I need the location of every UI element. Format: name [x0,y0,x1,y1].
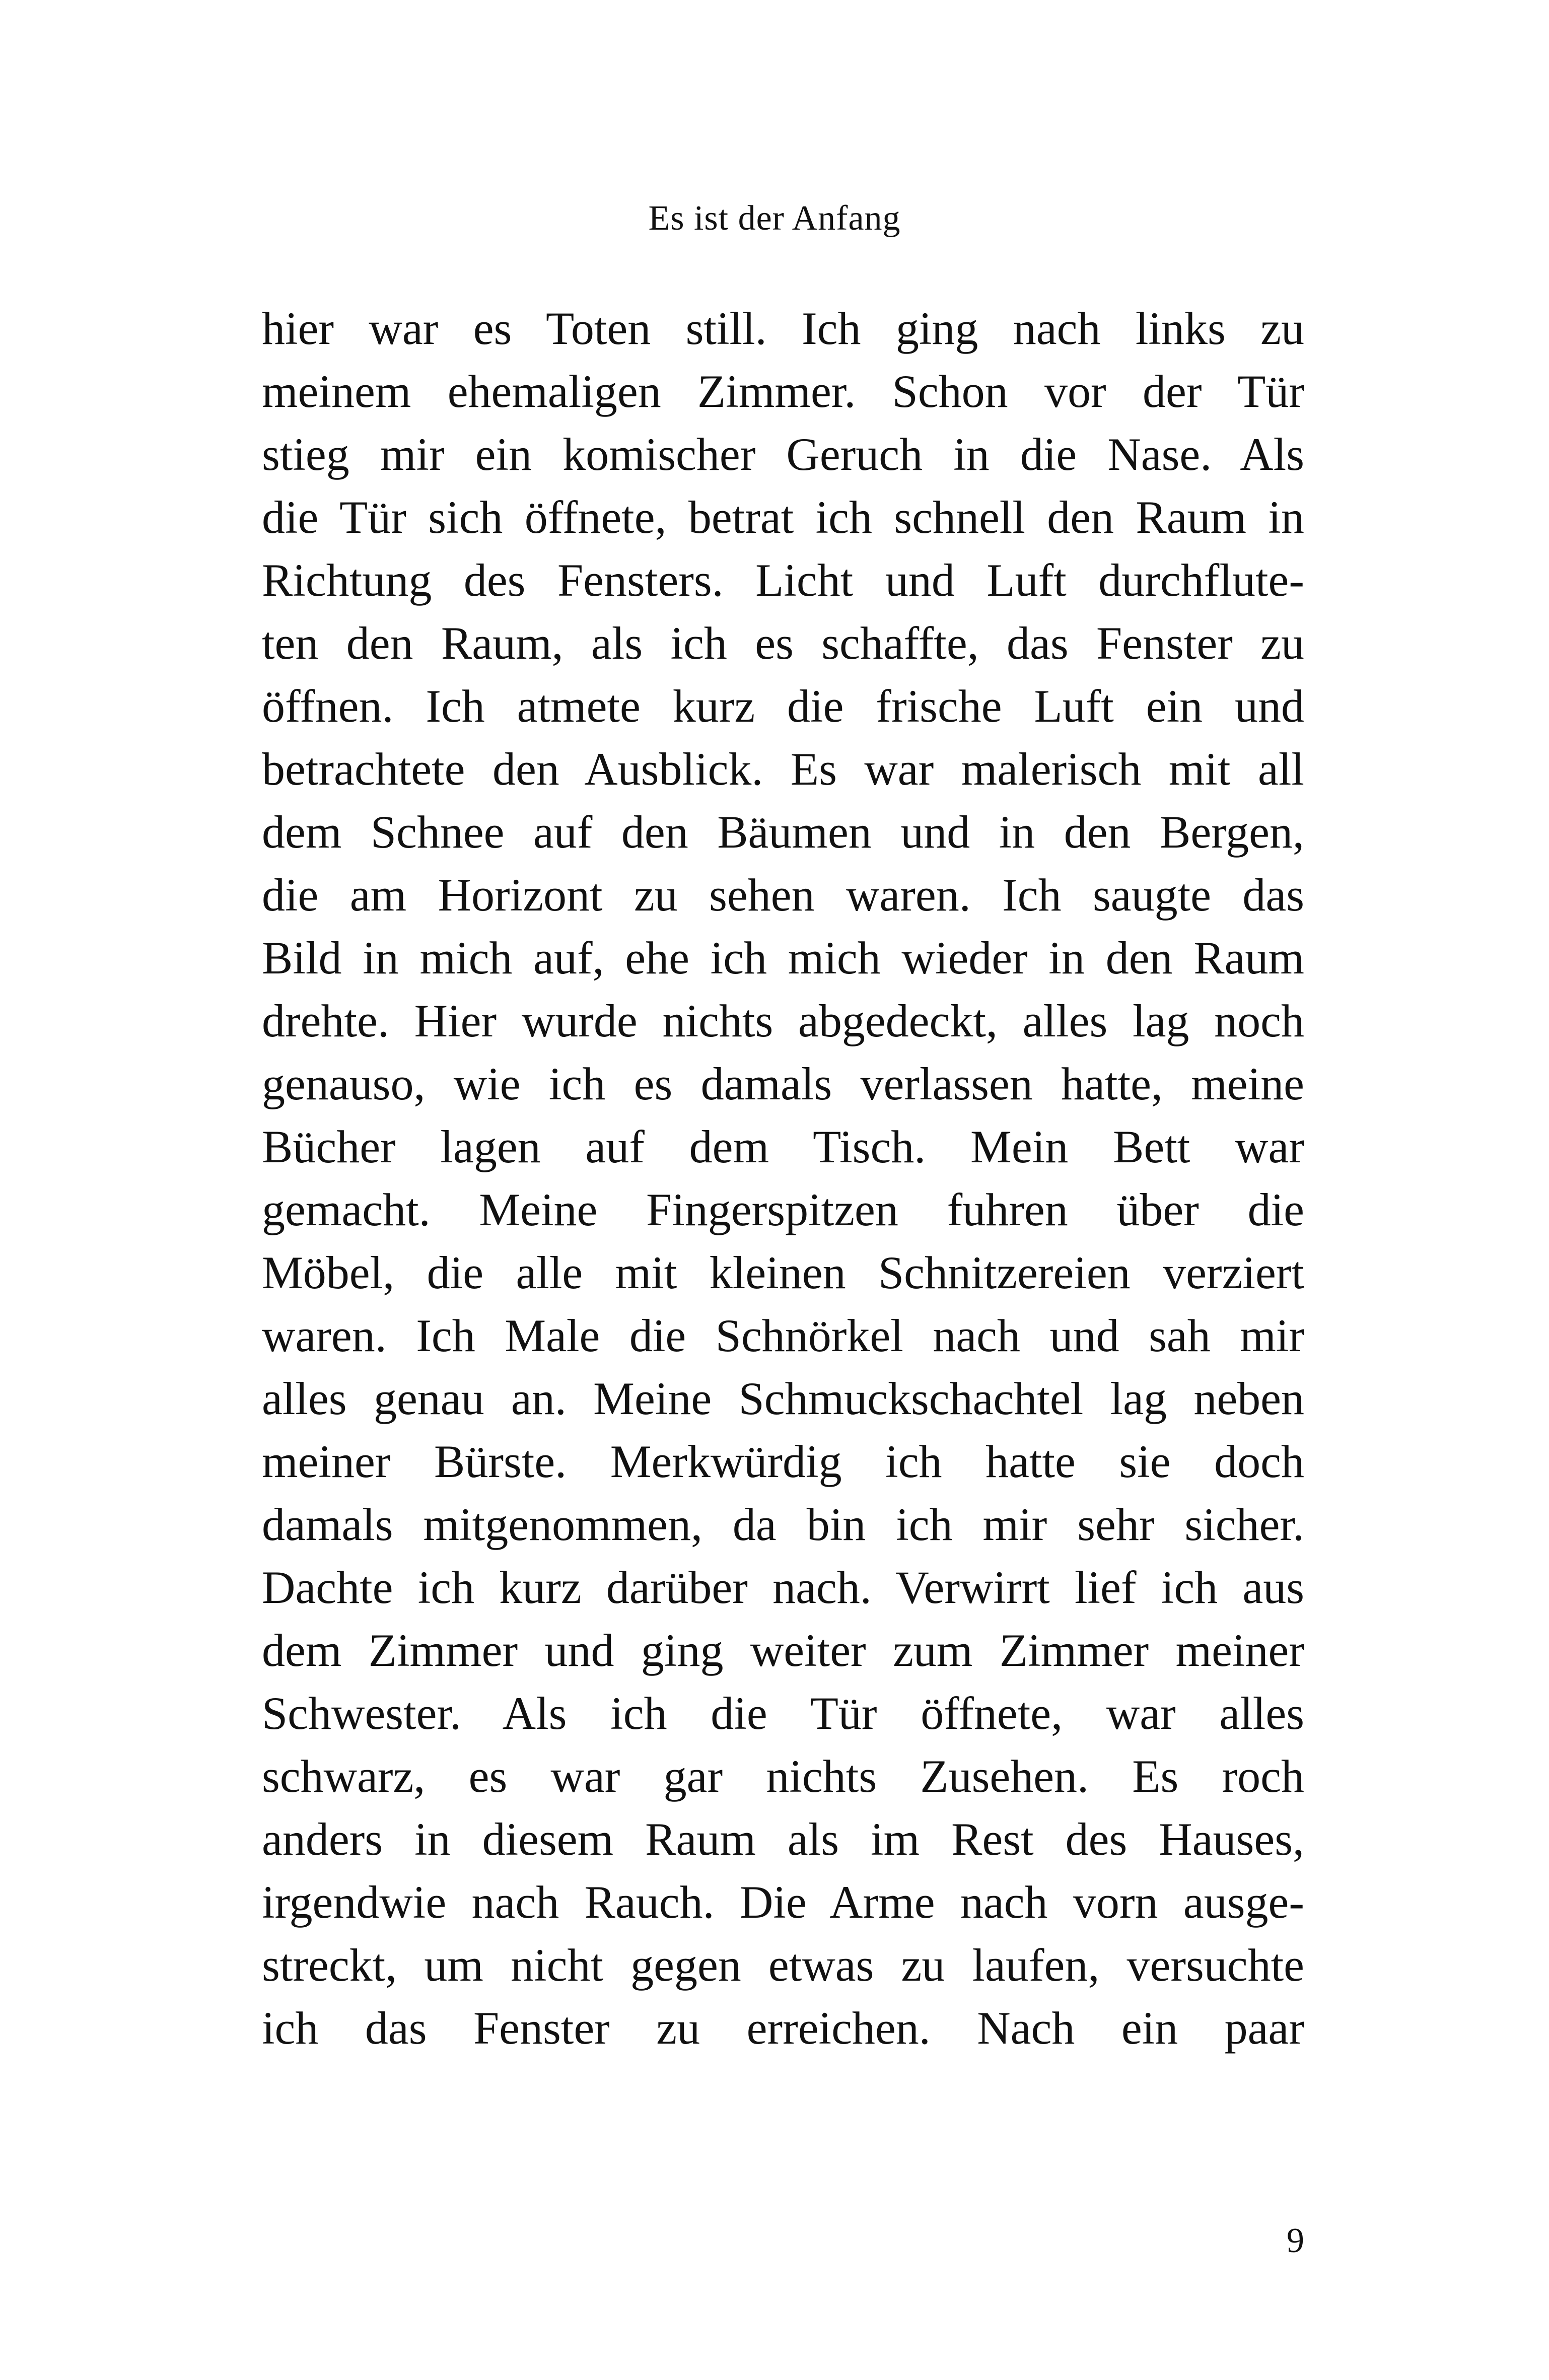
text-line: waren. Ich Male die Schnörkel nach und sah mir [262,1310,1304,1361]
text-line: schwarz, es war gar nichts Zusehen. Es roch [262,1751,1304,1802]
text-line: genauso, wie ich es damals verlassen hatte, meine [262,1058,1304,1109]
text-line: dem Zimmer und ging weiter zum Zimmer meiner [262,1625,1304,1676]
text-line: irgendwie nach Rauch. Die Arme nach vorn ausge- [262,1876,1304,1928]
text-line: die am Horizont zu sehen waren. Ich saugte das [262,869,1304,921]
text-line: meinem ehemaligen Zimmer. Schon vor der Tür [262,366,1304,417]
body-text [262,297,1304,2060]
text-line: ten den Raum, als ich es schaffte, das Fenster zu [262,617,1304,669]
text-line: Richtung des Fensters. Licht und Luft durchflute- [262,554,1304,606]
text-line: anders in diesem Raum als im Rest des Hauses, [262,1813,1304,1865]
text-line: streckt, um nicht gegen etwas zu laufen, versuchte [262,1939,1304,1991]
text-line: hier war es Toten still. Ich ging nach links zu [262,303,1304,354]
text-line: Bild in mich auf, ehe ich mich wieder in den Raum [262,932,1304,984]
text-line: Bücher lagen auf dem Tisch. Mein Bett war [262,1121,1304,1172]
text-line: die Tür sich öffnete, betrat ich schnell den Raum in [262,492,1304,543]
text-line: stieg mir ein komischer Geruch in die Nase. Als [262,429,1304,480]
text-line: drehte. Hier wurde nichts abgedeckt, alles lag noch [262,995,1304,1046]
text-line: damals mitgenommen, da bin ich mir sehr sicher. [262,1499,1304,1550]
text-line: betrachtete den Ausblick. Es war malerisch mit all [262,743,1304,795]
text-line: Dachte ich kurz darüber nach. Verwirrt lief ich aus [262,1562,1304,1613]
text-line: alles genau an. Meine Schmuckschachtel lag neben [262,1373,1304,1424]
text-line: ich das Fenster zu erreichen. Nach ein paar [262,2002,1304,2054]
running-header: Es ist der Anfang [648,199,901,238]
text-line: Möbel, die alle mit kleinen Schnitzereien verziert [262,1247,1304,1298]
page-number: 9 [1287,2221,1304,2260]
text-line: öffnen. Ich atmete kurz die frische Luft ein und [262,680,1304,732]
text-line: meiner Bürste. Merkwürdig ich hatte sie doch [262,1436,1304,1487]
text-line: dem Schnee auf den Bäumen und in den Bergen, [262,806,1304,858]
text-line: gemacht. Meine Fingerspitzen fuhren über die [262,1184,1304,1235]
text-line: Schwester. Als ich die Tür öffnete, war alles [262,1688,1304,1739]
